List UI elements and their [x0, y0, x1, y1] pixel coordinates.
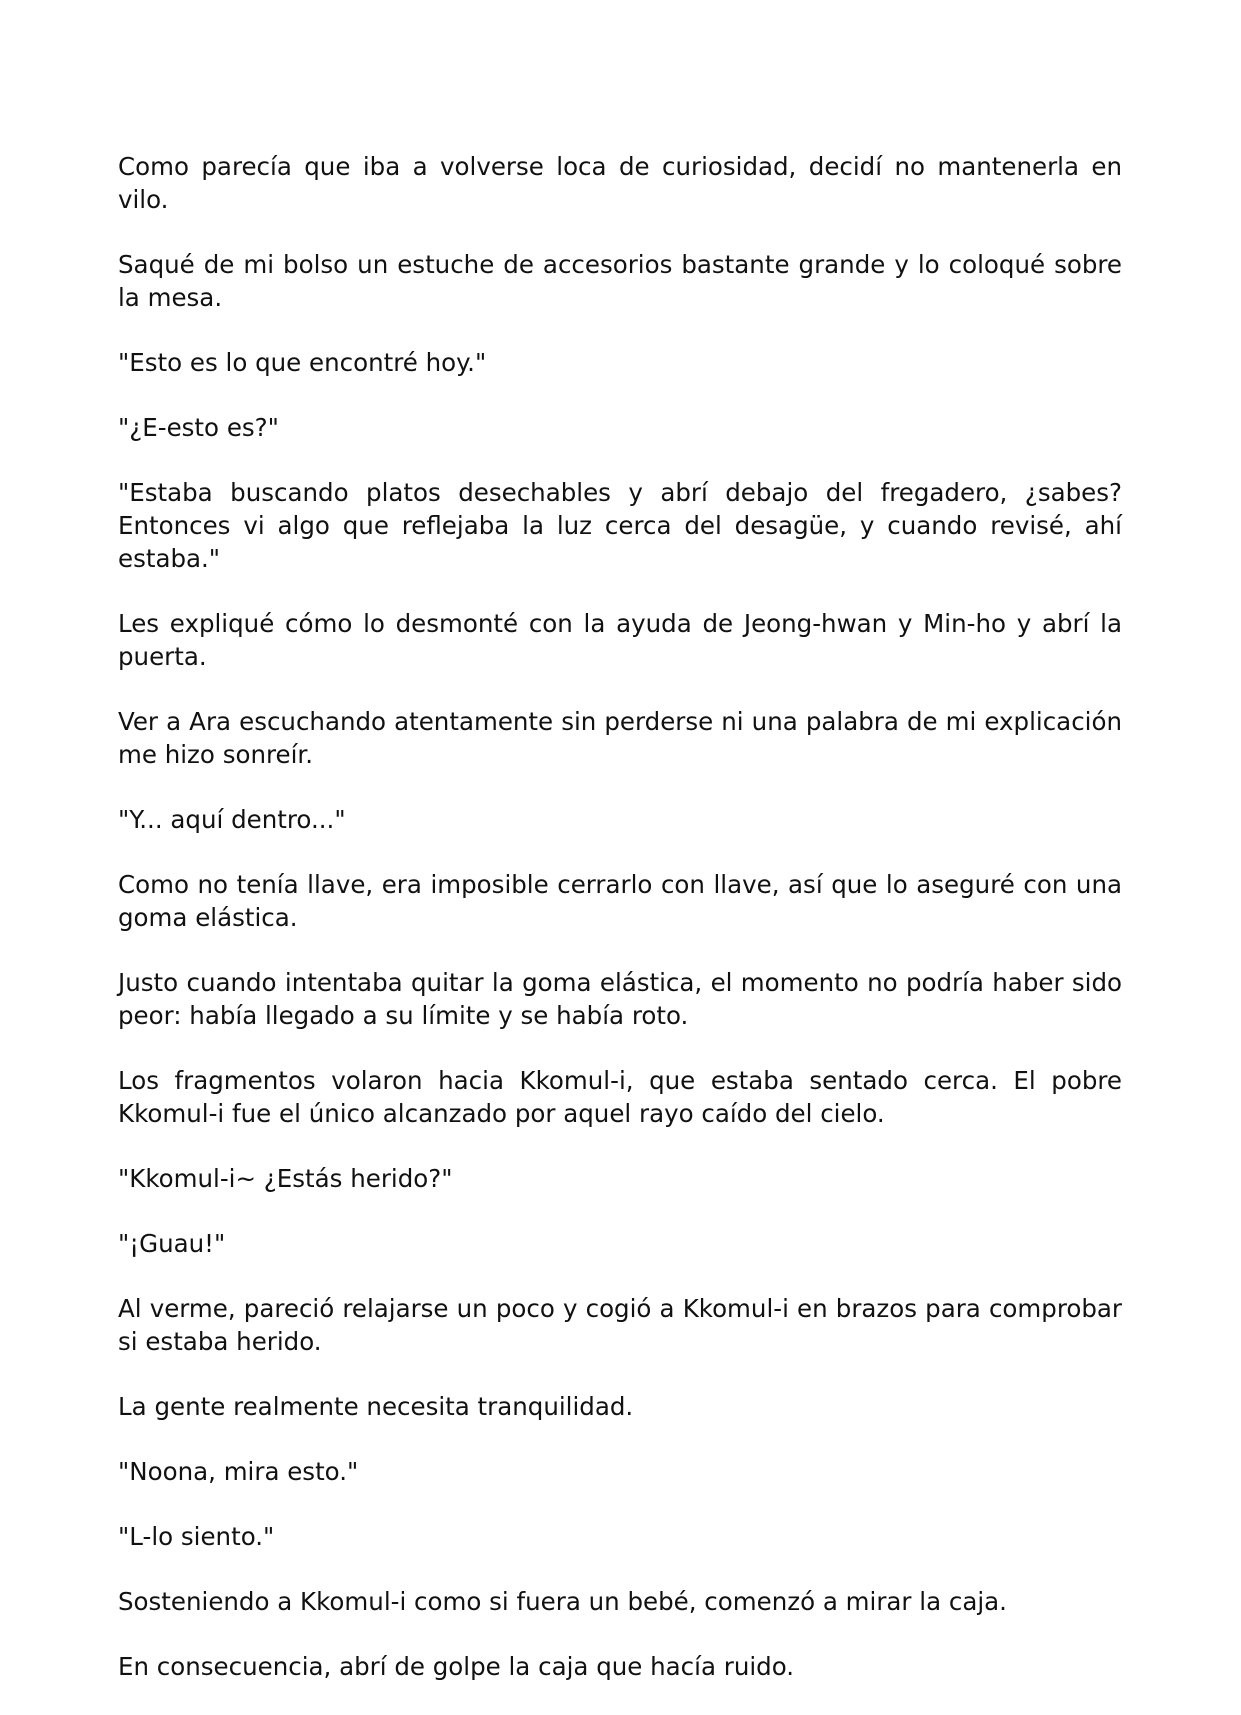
paragraph-16: "Noona, mira esto." [118, 1457, 359, 1486]
paragraph-10: Justo cuando intentaba quitar la goma elástica, el momento no podría haber sido peor: había llegado a su límite y se había roto. [118, 968, 1122, 1030]
paragraph-2: Saqué de mi bolso un estuche de accesorios bastante grande y lo coloqué sobre la mesa. [118, 250, 1122, 312]
paragraph-14: Al verme, pareció relajarse un poco y cogió a Kkomul-i en brazos para comprobar si estaba herido. [118, 1294, 1122, 1356]
paragraph-17: "L-lo siento." [118, 1522, 275, 1551]
paragraph-13: "¡Guau!" [118, 1229, 226, 1258]
paragraph-11: Los fragmentos volaron hacia Kkomul-i, que estaba sentado cerca. El pobre Kkomul-i fue el único alcanzado por aquel rayo caído del cielo. [118, 1066, 1122, 1128]
paragraph-12: "Kkomul-i~ ¿Estás herido?" [118, 1164, 453, 1193]
paragraph-15: La gente realmente necesita tranquilidad. [118, 1392, 634, 1421]
paragraph-7: Ver a Ara escuchando atentamente sin perderse ni una palabra de mi explicación me hizo sonreír. [118, 707, 1122, 769]
paragraph-8: "Y... aquí dentro..." [118, 805, 346, 834]
paragraph-18: Sosteniendo a Kkomul-i como si fuera un bebé, comenzó a mirar la caja. [118, 1587, 1007, 1616]
paragraph-3: "Esto es lo que encontré hoy." [118, 348, 487, 377]
body-text [118, 150, 1122, 1715]
paragraph-6: Les expliqué cómo lo desmonté con la ayuda de Jeong-hwan y Min-ho y abrí la puerta. [118, 609, 1122, 671]
paragraph-1: Como parecía que iba a volverse loca de curiosidad, decidí no mantenerla en vilo. [118, 152, 1122, 214]
paragraph-5: "Estaba buscando platos desechables y abrí debajo del fregadero, ¿sabes? Entonces vi algo que reflejaba la luz cerca del desagüe, y cuando revisé, ahí estaba." [118, 478, 1122, 573]
paragraph-4: "¿E-esto es?" [118, 413, 279, 442]
paragraph-9: Como no tenía llave, era imposible cerrarlo con llave, así que lo aseguré con una goma elástica. [118, 870, 1122, 932]
paragraph-19: En consecuencia, abrí de golpe la caja que hacía ruido. [118, 1652, 795, 1681]
